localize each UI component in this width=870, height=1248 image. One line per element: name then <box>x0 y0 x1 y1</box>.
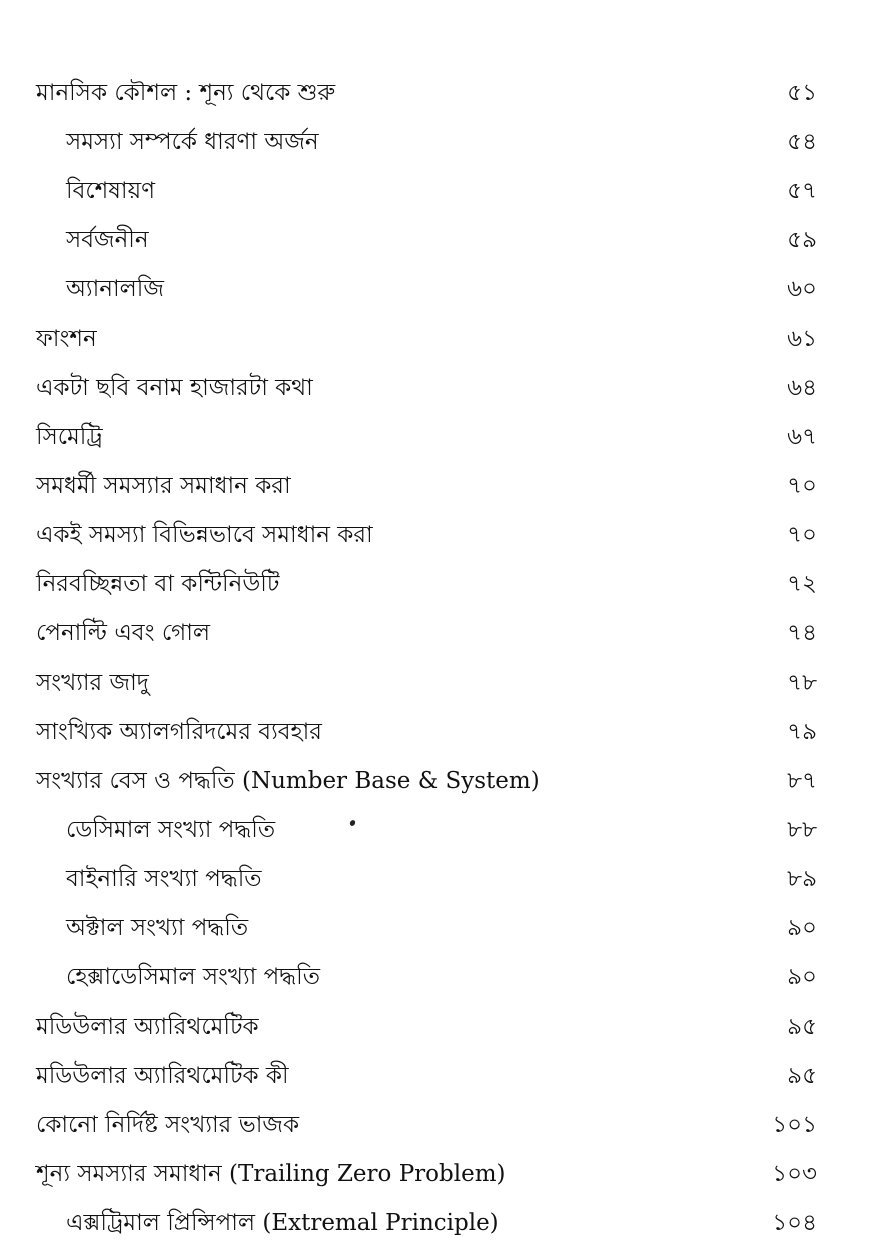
toc-entry-page: ৫৯ <box>787 227 817 253</box>
toc-entry <box>0 562 870 606</box>
toc-subentry <box>0 267 870 311</box>
toc-entry-title: শূন্য সমস্যার সমাধান (Trailing Zero Problem) <box>36 1161 506 1187</box>
toc-entry-title: এক্সট্রিমাল প্রিন্সিপাল (Extremal Principle) <box>66 1210 499 1236</box>
toc-subentry <box>0 906 870 950</box>
toc-entry-title: ডেসিমাল সংখ্যা পদ্ধতি <box>66 817 276 843</box>
toc-entry-title: সাংখ্যিক অ্যালগরিদমের ব্যবহার <box>36 719 322 745</box>
toc-entry <box>0 464 870 508</box>
toc-entry <box>0 759 870 803</box>
toc-entry-page: ৬৪ <box>787 375 817 401</box>
toc-subentry <box>0 120 870 164</box>
toc-entry <box>0 710 870 754</box>
toc-subentry <box>0 857 870 901</box>
toc-entry-title: সমস্যা সম্পর্কে ধারণা অর্জন <box>66 129 319 155</box>
toc-entry-page: ৭০ <box>787 522 817 548</box>
toc-entry <box>0 513 870 557</box>
toc-entry <box>0 661 870 705</box>
toc-entry-title: একটা ছবি বনাম হাজারটা কথা <box>36 375 313 401</box>
toc-entry-title: সমধর্মী সমস্যার সমাধান করা <box>36 473 291 499</box>
toc-entry-title: সর্বজনীন <box>66 227 149 253</box>
toc-entry-title: মডিউলার অ্যারিথমেটিক কী <box>36 1063 289 1089</box>
toc-entry-page: ৮৮ <box>787 817 817 843</box>
toc-entry-page: ৮৭ <box>787 768 817 794</box>
toc-entry-page: ১০৩ <box>772 1161 817 1187</box>
toc-subentry <box>0 955 870 999</box>
toc-entry-page: ৫১ <box>787 80 817 106</box>
toc-entry <box>0 1152 870 1196</box>
toc-entry-title: সংখ্যার জাদু <box>36 670 149 696</box>
toc-entry-title: নিরবচ্ছিন্নতা বা কন্টিনিউটি <box>36 571 280 597</box>
toc-entry-title: ফাংশন <box>36 326 97 352</box>
toc-entry-title: সংখ্যার বেস ও পদ্ধতি (Number Base & System) <box>36 768 540 794</box>
toc-entry-title: পেনাল্টি এবং গোল <box>36 620 211 646</box>
toc-entry-title: মানসিক কৌশল : শূন্য থেকে শুরু <box>36 80 336 106</box>
toc-entry-page: ৫৭ <box>787 178 817 204</box>
toc-entry-page: ৯৫ <box>787 1014 817 1040</box>
toc-entry-page: ১০৪ <box>772 1210 817 1236</box>
toc-entry-page: ৭৯ <box>787 719 817 745</box>
toc-entry-title: হেক্সাডেসিমাল সংখ্যা পদ্ধতি <box>66 964 320 990</box>
toc-entry-page: ৭০ <box>787 473 817 499</box>
toc-entry-title: অ্যানালজি <box>66 276 164 302</box>
toc-entry-page: ৯০ <box>787 915 817 941</box>
toc-entry <box>0 71 870 115</box>
toc-entry-page: ৬০ <box>787 276 817 302</box>
toc-entry-page: ৬১ <box>787 326 817 352</box>
toc-entry-page: ৭২ <box>787 571 817 597</box>
toc-entry-page: ৯০ <box>787 964 817 990</box>
toc-entry-page: ৯৫ <box>787 1063 817 1089</box>
toc-entry-title: কোনো নির্দিষ্ট সংখ্যার ভাজক <box>36 1112 300 1138</box>
toc-entry <box>0 611 870 655</box>
toc-entry-page: ৭৮ <box>787 670 817 696</box>
toc-subentry <box>0 808 870 852</box>
toc-entry <box>0 366 870 410</box>
toc-entry <box>0 1103 870 1147</box>
toc-subentry <box>0 169 870 213</box>
toc-entry-title: অক্টাল সংখ্যা পদ্ধতি <box>66 915 249 941</box>
toc-entry <box>0 1005 870 1049</box>
toc-entry-page: ৮৯ <box>787 866 817 892</box>
toc-entry <box>0 317 870 361</box>
toc-entry-title: একই সমস্যা বিভিন্নভাবে সমাধান করা <box>36 522 373 548</box>
toc-entry-title: বিশেষায়ণ <box>66 178 156 204</box>
toc-entry-page: ১০১ <box>772 1112 817 1138</box>
toc-entry <box>0 1054 870 1098</box>
toc-entry-title: সিমেট্রি <box>36 424 103 450</box>
toc-entry-title: মডিউলার অ্যারিথমেটিক <box>36 1014 259 1040</box>
toc-entry-title: বাইনারি সংখ্যা পদ্ধতি <box>66 866 262 892</box>
toc-subentry <box>0 218 870 262</box>
toc-entry-page: ৬৭ <box>787 424 817 450</box>
toc-entry-page: ৫৪ <box>787 129 817 155</box>
toc-entry <box>0 415 870 459</box>
toc-subentry <box>0 1201 870 1245</box>
toc-entry-page: ৭৪ <box>787 620 817 646</box>
